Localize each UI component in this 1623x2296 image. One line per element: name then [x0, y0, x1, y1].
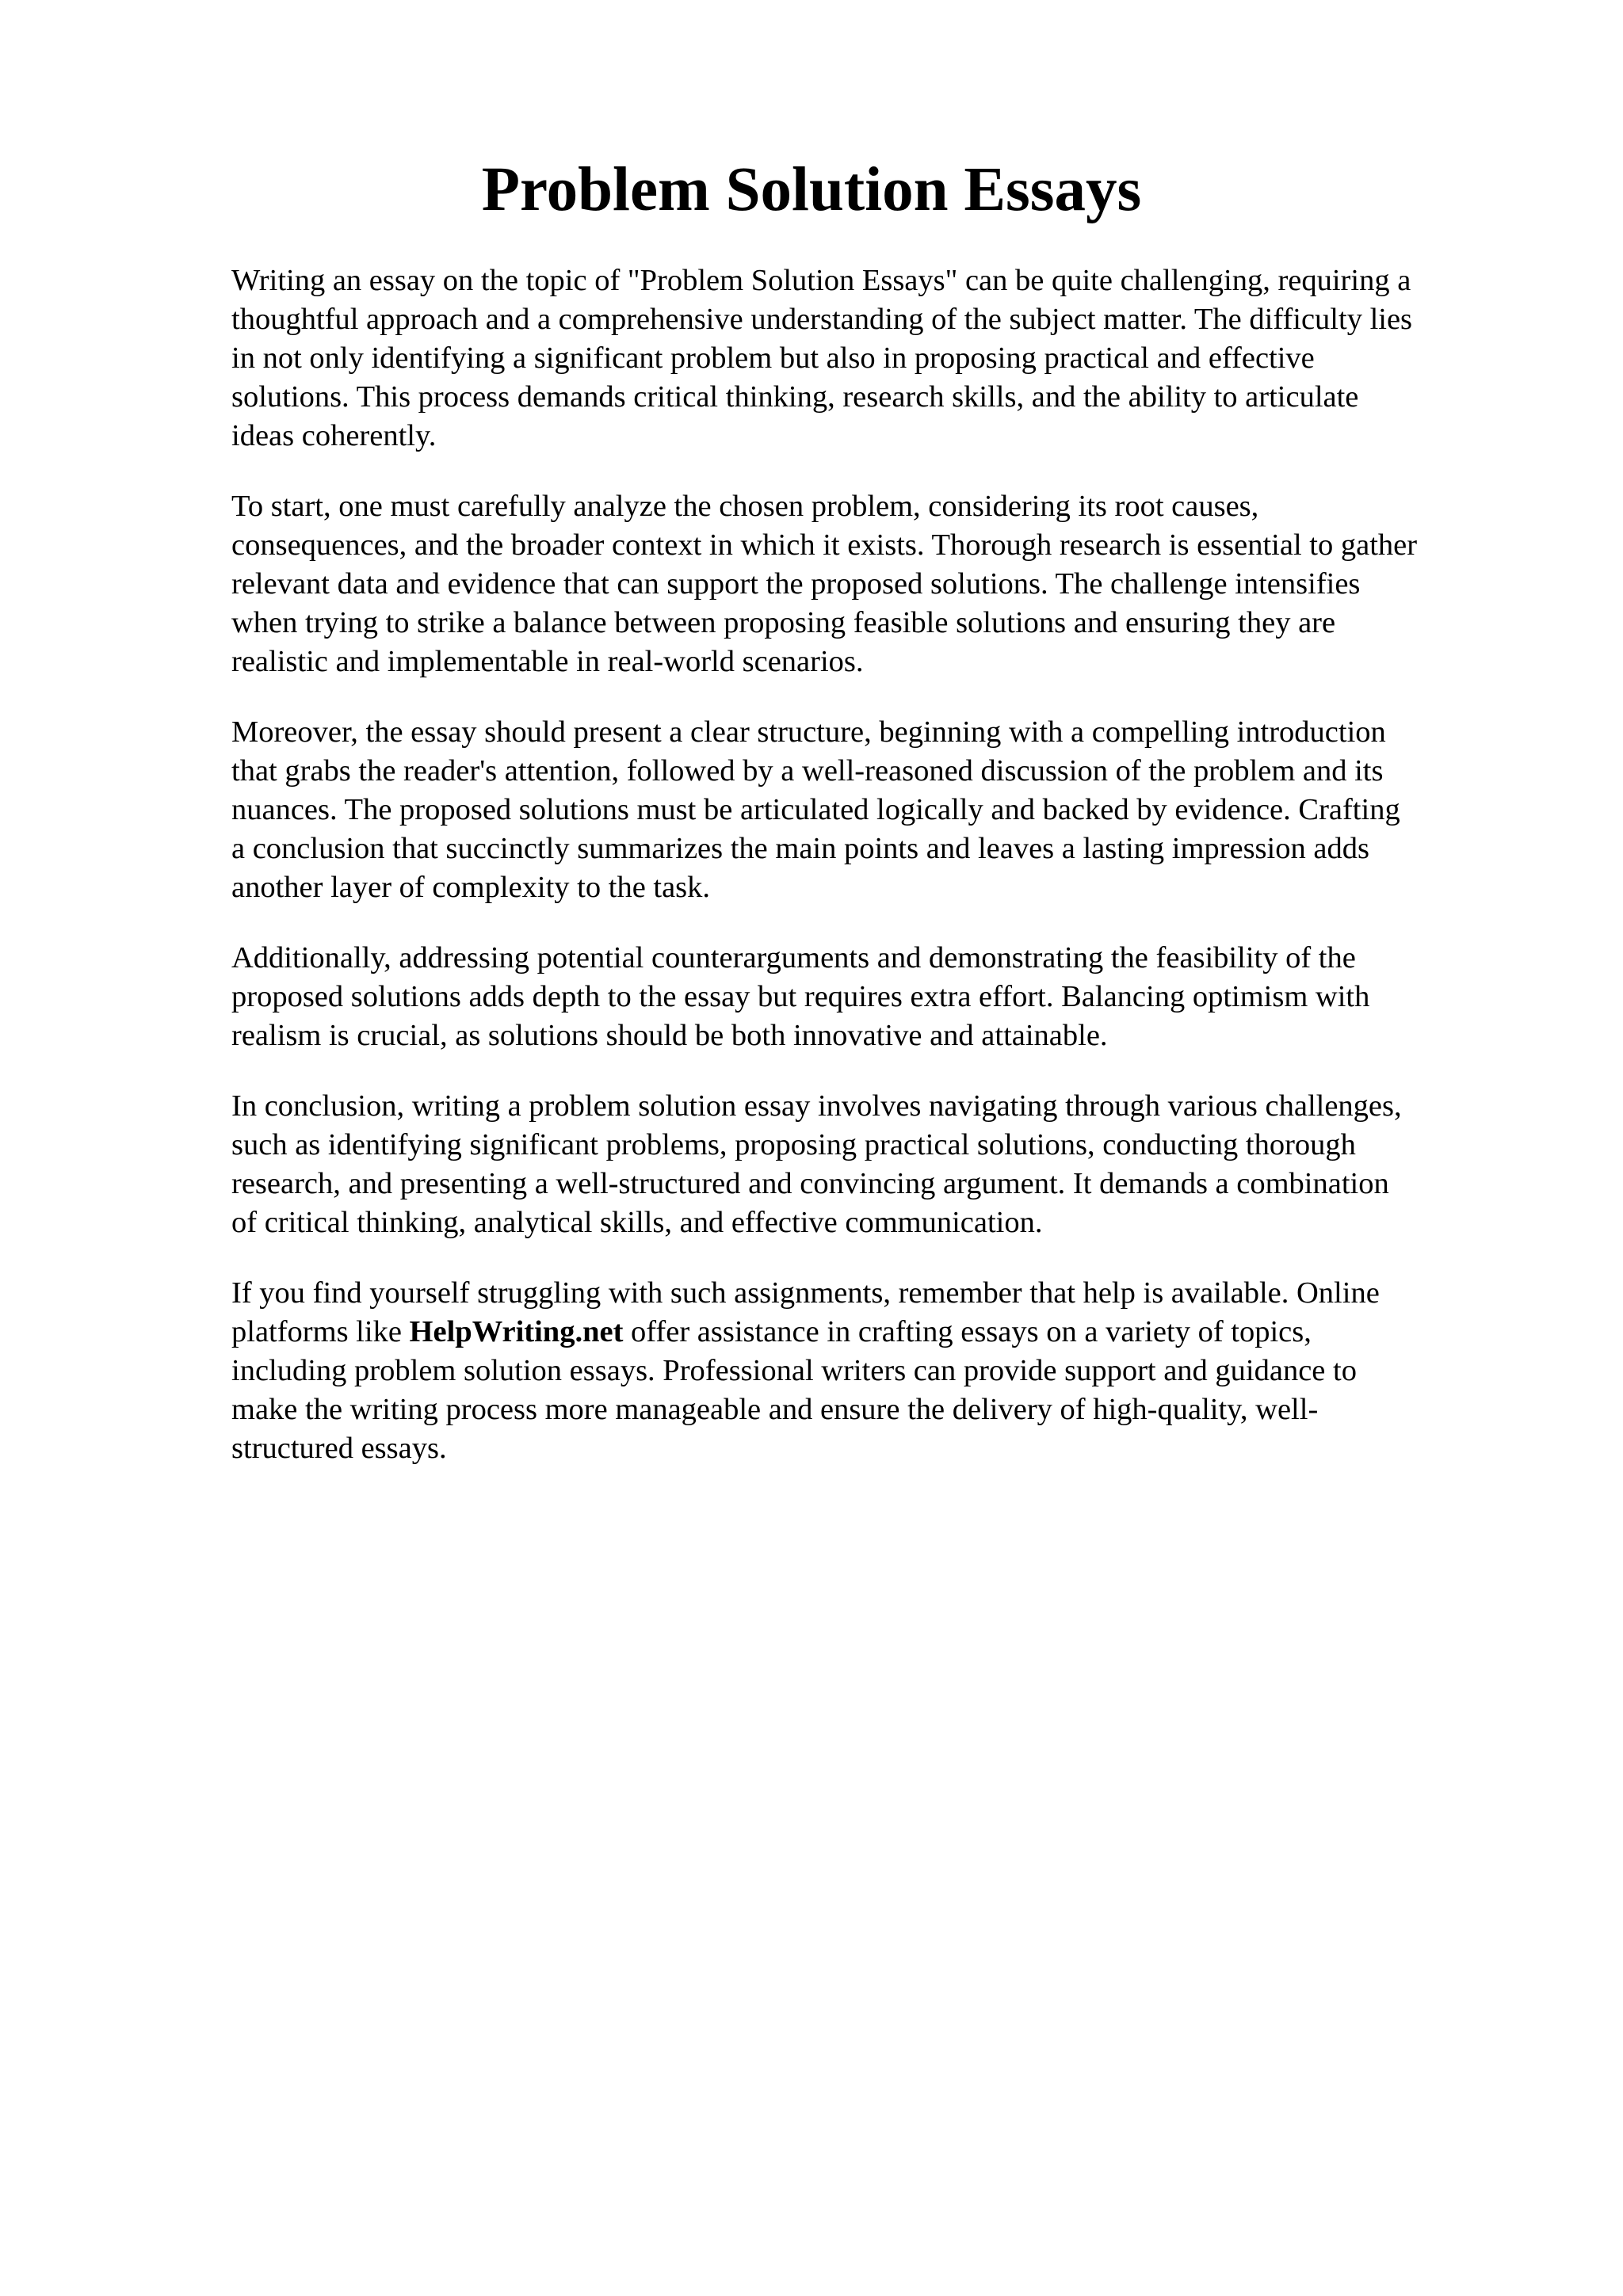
text-line: Writing an essay on the topic of "Problem Solution Essays" can be quite challenging, requiring a: [231, 264, 1411, 297]
text-line: To start, one must carefully analyze the chosen problem, considering its root causes,: [231, 490, 1259, 523]
text-line: realism is crucial, as solutions should be both innovative and attainable.: [231, 1019, 1108, 1052]
paragraph-conclusion: [231, 1087, 1515, 1242]
text-line: ideas coherently.: [231, 419, 437, 452]
brand-name: HelpWriting.net: [409, 1315, 624, 1348]
paragraph-closing: [231, 1274, 1515, 1468]
text-fragment: offer assistance in crafting essays on a variety of topics,: [623, 1315, 1312, 1348]
text-line: nuances. The proposed solutions must be articulated logically and backed by evidence. Crafting: [231, 793, 1400, 826]
text-line: including problem solution essays. Professional writers can provide support and guidance to: [231, 1354, 1357, 1387]
text-line: In conclusion, writing a problem solution essay involves navigating through various challenges,: [231, 1089, 1402, 1123]
text-line: such as identifying significant problems, proposing practical solutions, conducting thorough: [231, 1128, 1356, 1161]
text-line: in not only identifying a significant problem but also in proposing practical and effective: [231, 341, 1315, 375]
paragraph-intro: [231, 261, 1515, 456]
document-title: Problem Solution Essays: [481, 155, 1142, 224]
paragraph-structure: [231, 713, 1515, 907]
document-body: [231, 261, 1515, 1500]
text-line: another layer of complexity to the task.: [231, 871, 711, 904]
text-line: of critical thinking, analytical skills, and effective communication.: [231, 1206, 1043, 1239]
text-line: make the writing process more manageable and ensure the delivery of high-quality, well-: [231, 1393, 1319, 1426]
text-line: Moreover, the essay should present a clear structure, beginning with a compelling introduction: [231, 715, 1386, 749]
text-line: realistic and implementable in real-world scenarios.: [231, 645, 864, 678]
text-line: [231, 1313, 1515, 1352]
text-line: relevant data and evidence that can support the proposed solutions. The challenge intensifies: [231, 567, 1361, 601]
text-line: research, and presenting a well-structured and convincing argument. It demands a combination: [231, 1167, 1389, 1200]
text-line: that grabs the reader's attention, followed by a well-reasoned discussion of the problem and its: [231, 754, 1384, 788]
text-line: when trying to strike a balance between proposing feasible solutions and ensuring they are: [231, 606, 1336, 639]
text-line: consequences, and the broader context in which it exists. Thorough research is essential to gather: [231, 528, 1418, 562]
text-line: thoughtful approach and a comprehensive understanding of the subject matter. The difficulty lies: [231, 303, 1413, 336]
text-line: proposed solutions adds depth to the essay but requires extra effort. Balancing optimism with: [231, 980, 1370, 1013]
text-line: structured essays.: [231, 1432, 447, 1465]
text-line: If you find yourself struggling with such assignments, remember that help is available. Online: [231, 1276, 1380, 1310]
text-fragment: platforms like: [231, 1315, 410, 1348]
text-line: Additionally, addressing potential counterarguments and demonstrating the feasibility of the: [231, 941, 1356, 974]
paragraph-counterarguments: [231, 939, 1515, 1055]
text-line: a conclusion that succinctly summarizes the main points and leaves a lasting impression adds: [231, 832, 1369, 865]
text-line: solutions. This process demands critical thinking, research skills, and the ability to articulate: [231, 380, 1359, 414]
paragraph-analysis: [231, 487, 1515, 681]
